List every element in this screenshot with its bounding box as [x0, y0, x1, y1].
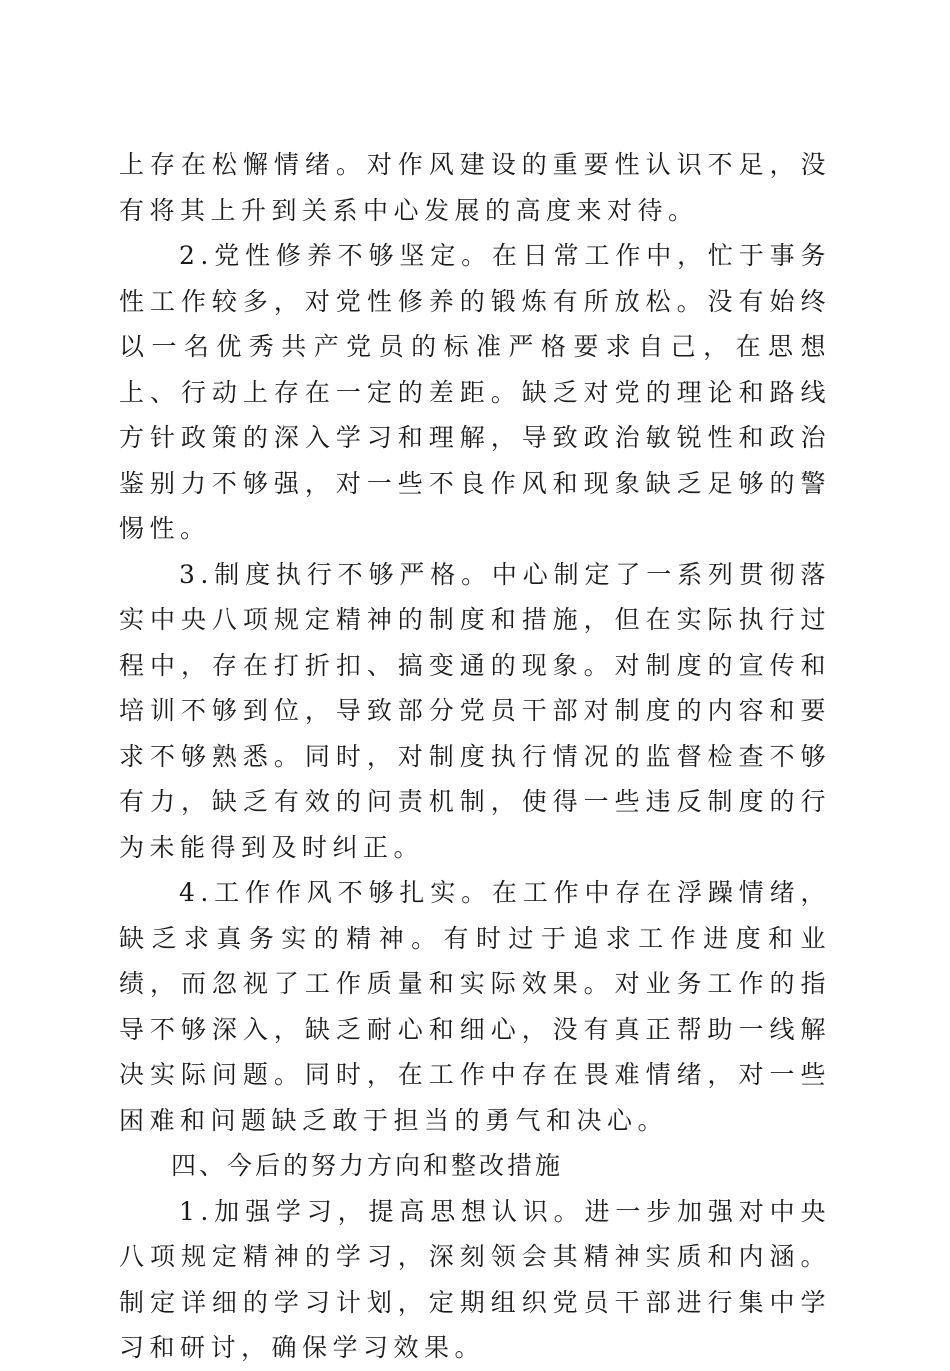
paragraph-item-2: 2.党性修养不够坚定。在日常工作中，忙于事务性工作较多，对党性修养的锻炼有所放松。没有始终以一名优秀共产党员的标准严格要求自己，在思想上、行动上存在一定的差距。缺乏对党的理论和路线方针政策的深入学习和理解，导致政治敏锐性和政治鉴别力不够强，对一些不良作风和现象缺乏足够的警惕性。 — [119, 241, 831, 543]
section-heading: 四、今后的努力方向和整改措施 — [171, 1151, 564, 1180]
paragraph-item-4: 4.工作作风不够扎实。在工作中存在浮躁情绪，缺乏求真务实的精神。有时过于追求工作进度和业绩，而忽视了工作质量和实际效果。对业务工作的指导不够深入，缺乏耐心和细心，没有真正帮助一线解决实际问题。同时，在工作中存在畏难情绪，对一些困难和问题缺乏敢于担当的勇气和决心。 — [119, 878, 831, 1135]
paragraph-measure-1: 1.加强学习，提高思想认识。进一步加强对中央八项规定精神的学习，深刻领会其精神实质和内涵。制定详细的学习计划，定期组织党员干部进行集中学习和研讨，确保学习效果。 — [119, 1196, 831, 1362]
paragraph-continuation: 上存在松懈情绪。对作风建设的重要性认识不足，没有将其上升到关系中心发展的高度来对待。 — [119, 150, 831, 225]
document-body — [119, 142, 831, 1371]
paragraph-item-3: 3.制度执行不够严格。中心制定了一系列贯彻落实中央八项规定精神的制度和措施，但在实际执行过程中，存在打折扣、搞变通的现象。对制度的宣传和培训不够到位，导致部分党员干部对制度的内容和要求不够熟悉。同时，对制度执行情况的监督检查不够有力，缺乏有效的问责机制，使得一些违反制度的行为未能得到及时纠正。 — [119, 559, 831, 862]
